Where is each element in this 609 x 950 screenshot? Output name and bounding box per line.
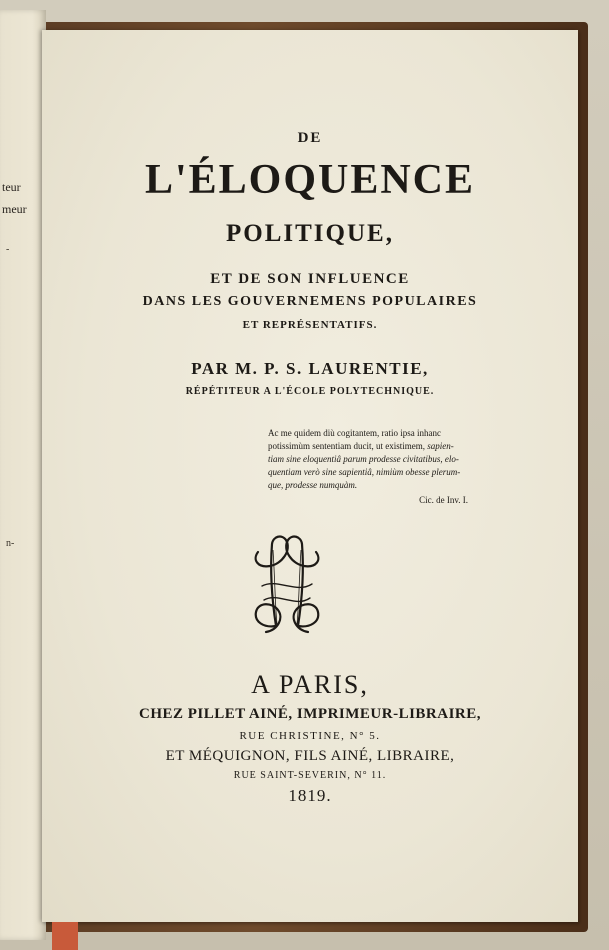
epigraph-italic-text: sapien- xyxy=(427,441,454,451)
facing-page-fragment: meur xyxy=(2,202,27,216)
imprint-publisher-1: CHEZ PILLET AINÉ, IMPRIMEUR-LIBRAIRE, xyxy=(138,706,482,722)
imprint-address-1: RUE CHRISTINE, N° 5. xyxy=(239,730,381,742)
facing-page xyxy=(0,10,46,940)
epigraph-line: quentiam verò sine sapientiâ, nimiùm obesse plerum- xyxy=(268,467,461,477)
epigraph-line: Ac me quidem diù cogitantem, ratio ipsa inhanc xyxy=(268,428,441,438)
subtitle-line-1: ET DE SON INFLUENCE xyxy=(210,271,410,287)
author-line: PAR M. P. S. LAURENTIE, xyxy=(191,359,429,378)
author-title: RÉPÉTITEUR A L'ÉCOLE POLYTECHNIQUE. xyxy=(185,386,435,397)
title-page xyxy=(42,30,578,922)
epigraph-text: potissimùm sententiam ducit, ut existimem, xyxy=(268,441,428,451)
epigraph-line: tiam sine eloquentiâ parum prodesse civitatibus, elo- xyxy=(268,454,459,464)
imprint-publisher-2: ET MÉQUIGNON, FILS AINÉ, LIBRAIRE, xyxy=(165,748,455,764)
facing-page-fragment: teur xyxy=(2,180,21,194)
imprint-year: 1819. xyxy=(288,786,332,805)
printer-monogram-ornament xyxy=(242,530,332,640)
imprint-address-2: RUE SAINT-SEVERIN, N° 11. xyxy=(233,770,387,781)
imprint-city: A PARIS, xyxy=(251,670,369,699)
epigraph-citation: Cic. de Inv. I. xyxy=(419,495,468,505)
epigraph-line: que, prodesse numquàm. xyxy=(268,480,358,490)
epigraph xyxy=(268,427,474,507)
subtitle-line-2: DANS LES GOUVERNEMENS POPULAIRES xyxy=(142,294,478,309)
facing-page-mark: n- xyxy=(6,538,15,549)
epigraph-line xyxy=(268,440,474,453)
bookmark-ribbon xyxy=(52,922,78,950)
title-prefix: DE xyxy=(297,130,323,146)
main-title: L'ÉLOQUENCE xyxy=(144,157,476,203)
facing-page-mark: - xyxy=(6,244,10,255)
subtitle-line-3: ET REPRÉSENTATIFS. xyxy=(242,319,378,331)
title-politique: POLITIQUE, xyxy=(226,220,394,247)
